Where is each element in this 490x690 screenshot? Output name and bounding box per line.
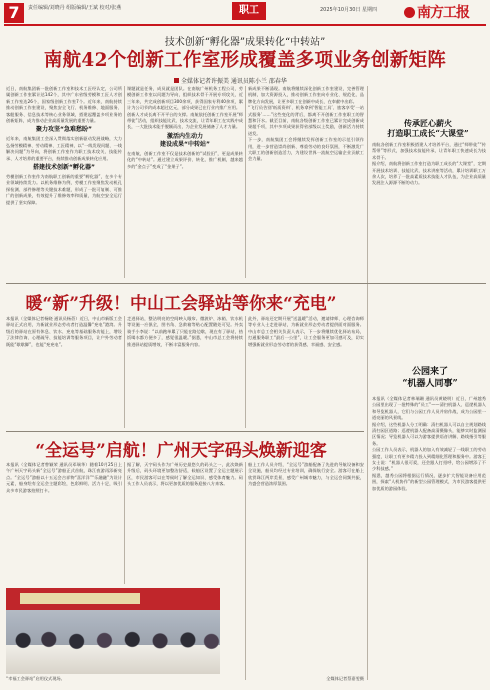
paragraph: 近日，南航集团新一批创新工作室和技术工匠经认定，公司所属创新工作室累计达142个，其中广东省级劳模和工匠人才创新工作室达26个，国家级创新工作室7个。近年来，南航持续推动创新工作室建设，聚焦安全飞行、机务维修、地面服务、客舱服务、信息技术等核心业务领域，搭建起覆盖多项业务的创新矩阵，成为推动企业高质量发展的重要力量。 bbox=[6, 86, 122, 124]
page-number: 7 bbox=[4, 3, 24, 23]
story3-column-2: 据了解，天字码头作为广州历史最悠久的码头之一，此次焕新升级后，码头环境更加整洁舒适，候船区设置了全运主题展示区，市民游客可以在等候时了解全运知识、感受体育魅力。码头工作人员表示，将以更加优质的服务迎接八方来客。 bbox=[127, 462, 243, 487]
editor-credits: 责任编辑/刘晓丹 组版编辑/王斌 校对/张燕 bbox=[28, 5, 122, 11]
paragraph: 公园工作人员表示，机器人的加入有效减轻了一线职工的劳动强度，让职工有更多精力投入到精细化管理和服务中。游客王女士说：“机器人很可爱，还会跟人打招呼，给公园增添了不少科技感。” bbox=[372, 447, 486, 472]
paragraph: 近年来，南航集团工会深入贯彻落实创新驱动发展战略，大力弘扬劳模精神、劳动精神、工匠精神，以“一线发现问题、一线解决问题”为导向，将创新工作室作为职工技术攻关、技能传承、人才培养的重要平台，持续推动创新成果转化应用。 bbox=[6, 136, 122, 161]
brand-name: 南方工报 bbox=[417, 5, 469, 21]
section-divider bbox=[6, 431, 364, 432]
issue-date: 2025年10月30日 星期四 bbox=[320, 7, 378, 13]
photo-credit: 全媒体记者蔡嘉雯摄 bbox=[326, 676, 364, 681]
story2-column-1: 本报讯（全媒体记者杨晓 通讯员杨蓓）近日，中山市新版工会驿站正式启用，为新就业形态劳动者打造温馨“充电”港湾。升级后的驿站在原有休息、饮水、充电等基础服务功能上，增设了法律咨询、心理疏导、技能培训等服务项目，让户外劳动者既能“歇歇脚”，也能“充充电”。 bbox=[6, 316, 122, 347]
paragraph: 南航各创新工作室积极搭建人才培养平台，通过“师带徒”“传帮带”等形式，加强技术技能传承，让青年职工快速成长为技术骨干。 bbox=[372, 142, 486, 160]
lead-column-3 bbox=[248, 86, 364, 278]
byline-square-icon bbox=[174, 78, 179, 83]
lead-byline bbox=[174, 76, 287, 85]
sidebar-top-text bbox=[372, 142, 486, 278]
story3-headline: “全运号”启航！广州天字码头焕新迎客 bbox=[35, 441, 327, 461]
byline-text: 全媒体记者许振美 通讯员陈小兰 邵春华 bbox=[181, 78, 287, 85]
logo-icon bbox=[404, 7, 415, 18]
section-label: 职工 bbox=[232, 2, 266, 20]
paragraph: 据介绍，这些机器人分工明确：清扫机器人可以自主规划路线清扫园区道路；巡逻机器人配备高清摄像头，能够实时监测园区情况；导览机器人可以为游客提供语音讲解、路线指引等服务。 bbox=[372, 421, 486, 446]
column-divider bbox=[124, 462, 125, 584]
paragraph: 在南航，创新工作室不仅是技术创新的“试验田”，更是成果转化的“中转站”。通过建立成果评价、转化、推广机制，越来越多的“金点子”变成了“金果子”。 bbox=[127, 150, 243, 169]
newspaper-brand bbox=[404, 2, 469, 22]
sidebar-bottom-text bbox=[372, 396, 486, 680]
paragraph: 劳模创新工作室作为南航职工创新的重要“孵化器”，在多个专业领域持续发力。以机务维修为例，劳模工作室聚焦发动机孔探检测、部件修理等关键技术难题，形成了一批可复制、可推广的创新成果，有效提升了维修效率和质量，为航空安全运行提供了坚实保障。 bbox=[6, 174, 122, 205]
column-divider bbox=[245, 462, 246, 680]
lead-column-1 bbox=[6, 86, 122, 278]
paragraph: 创新人才成长离不开平台的支撑。南航依托创新工作室开展“师带徒”活动，组织技能比武、技术交流，让青年职工在实践中成长，一大批技术能手脱颖而出，为企业发展储备了人才力量。 bbox=[127, 111, 243, 130]
subheading: 搭建技术创新“孵化器” bbox=[33, 164, 95, 172]
subheading: 聚力攻坚“急难愁盼” bbox=[36, 126, 92, 134]
photo-banner bbox=[6, 588, 220, 610]
sidebar-top-title: 传承匠心薪火 打造职工成长“大课堂” bbox=[387, 118, 469, 138]
photo-caption: “幸福工会驿站”启用仪式现场。 bbox=[6, 676, 65, 681]
masthead bbox=[0, 0, 490, 24]
sidebar-divider bbox=[367, 86, 368, 680]
paragraph: “飞行员告别‘纸质资料’、机务拿到‘智能工具’、旅客享受‘一站式服务’……”这些变化的背后，都离不开创新工作室职工的智慧和汗水。截至目前，南航各级创新工作室已累计完成创新成果超千项，其中多项成果获得省部级以上奖励，创新活力持续迸发。 bbox=[248, 105, 364, 136]
lead-column-2 bbox=[127, 86, 243, 278]
story3-column-3: 船上工作人员介绍，“全运号”游船配备了先进的导航设备和安全设施，船员均经过专业培训，确保航行安全。游客可在船上欣赏珠江两岸美景，感受广州城市魅力，与全运会同频共振，为盛会营造浓厚氛围。 bbox=[248, 462, 364, 487]
photo-crowd bbox=[6, 626, 220, 674]
column-divider bbox=[245, 86, 246, 278]
story2-headline: 暖“新”升级！中山工会驿站等你来“充电” bbox=[25, 294, 337, 314]
paragraph: 课题就是任务，成员就是团队。在南航广州机务工程公司，劳模创新工作室以问题为导向，组织技术骨干开展专项攻关，近三年来，共完成创新项目300余项，获得国家专利40余项，累计为公司节约成本超过亿元，部分成果已在行业内推广应用。 bbox=[127, 86, 243, 111]
story2-column-3: 此外，驿站还定期开展“送温暖”活动，邀请律师、心理咨询师等专业人士走进驿站，为新就业形态劳动者提供面对面服务。中山市总工会相关负责人表示，下一步将继续优化驿站布局，打通服务职工“最后一公里”，让工会服务更加可感可及，切实增强新就业形态劳动者的获得感、幸福感、安全感。 bbox=[248, 316, 364, 347]
paragraph: 新成果不断涌现。南航将继续深化创新工作室建设，完善管理机制，加大资源投入，推动创新工作室向专业化、规范化、品牌化方向发展，让更多职工在创新中成长、在奉献中出彩。 bbox=[248, 86, 364, 104]
story3-column-1: 本报讯（全媒体记者曾颖荣 通讯员邓瑞华）随着10月25日上午广州天字码头新“全运号”游船正式首航，珠江夜游再添新亮点。“全运号”游船以十五运会吉祥物“喜洋洋”“乐融融”为设计元素，船身绘有全运会主题彩绘，色彩鲜明、活力十足，吸引众多市民游客拍照打卡。 bbox=[6, 462, 122, 493]
sidebar-bottom-title: 公园来了 “机器人同事” bbox=[402, 367, 458, 389]
event-photo bbox=[6, 588, 220, 674]
column-divider bbox=[124, 86, 125, 278]
masthead-rule bbox=[4, 24, 486, 26]
column-divider bbox=[124, 316, 125, 428]
story2-column-2: 走进驿站，整洁明亮的空间映入眼帘。微波炉、冰箱、饮水机等设施一应俱全，图书角、急救箱等贴心配置随处可见。外卖骑手小李说：“以前跑单累了只能在路边歇，现在有了驿站，热饭喝水都方便多了，感觉很温暖。”据悉，中山市总工会将持续推进驿站提质增效，不断丰富服务内容。 bbox=[127, 316, 243, 347]
lead-headline: 南航42个创新工作室形成覆盖多项业务创新矩阵 bbox=[43, 50, 447, 71]
paragraph: 下一步，南航集团工会将继续发挥创新工作室的示范引领作用，进一步营造崇尚创新、尊重劳动的良好氛围，不断激发广大职工的创新创造活力，为建设世界一流航空运输企业贡献工会力量。 bbox=[248, 137, 364, 162]
subheading: 激活内生动力 建设成果“中转站” bbox=[160, 132, 210, 148]
lead-kicker: 技术创新“孵化器”成果转化“中转站” bbox=[164, 37, 326, 48]
section-divider bbox=[6, 283, 486, 284]
column-divider bbox=[245, 316, 246, 428]
paragraph: 据介绍，南航将创新工作室打造为职工成长的“大课堂”，定期开展技术培训、技能比武、技术讲座等活动，累计培训职工万余人次，培养了一批高素质技术技能人才队伍，为企业高质量发展注入源源不断的动力。 bbox=[372, 161, 486, 186]
paragraph: 据悉，越秀公园将根据运行情况，逐步扩大智能设备应用范围，探索“人机协作”的新型公园管理模式，为市民游客提供更加优质的游园体验。 bbox=[372, 472, 486, 491]
paragraph: 本报讯（全媒体记者林瑞珊 通讯员黄晓明）近日，广州越秀公园里出现了一批特殊的“员工”——清扫机器人、巡逻机器人和导览机器人，它们与公园工作人员并肩作战，成为公园里一道亮丽的风景线。 bbox=[372, 396, 486, 421]
